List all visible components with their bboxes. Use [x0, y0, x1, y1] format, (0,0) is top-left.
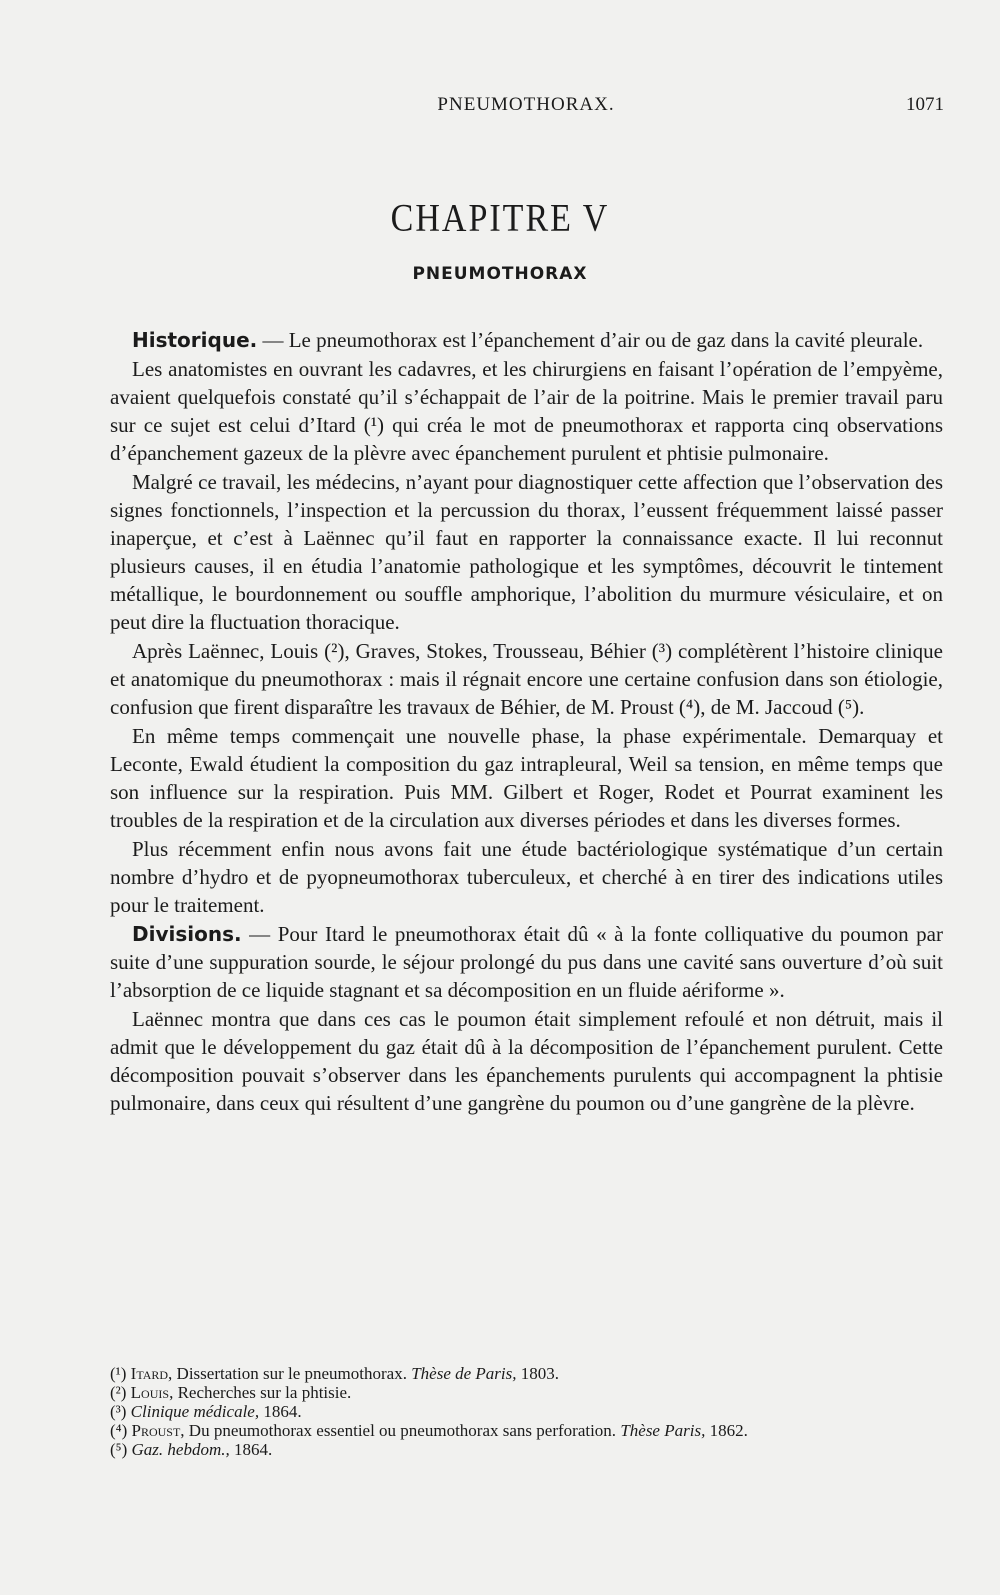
- footnote-author: Itard: [130, 1364, 169, 1383]
- paragraph: [110, 355, 943, 467]
- footnote-5: [110, 1440, 943, 1459]
- footnote-tail: 1862.: [705, 1421, 748, 1440]
- paragraph-lead: Historique.: [132, 328, 258, 352]
- paragraph-text: — Le pneumothorax est l’épanchement d’air ou de gaz dans la cavité pleurale.: [257, 328, 924, 352]
- section-heading: PNEUMOTHORAX: [412, 264, 588, 284]
- footnote-italic: Gaz. hebdom.,: [131, 1440, 230, 1459]
- paragraph-text: Les anatomistes en ouvrant les cadavres, et les chirurgiens en faisant l’opération de l’empyème, avaient quelquefois constaté qu’il s’échappait de l’air de la poitrine. Mais le premier travail paru sur ce sujet est celui d’Itard (¹) qui créa le mot de pneumothorax et rapporta cinq observations d’épanchement gazeux de la plèvre avec épanchement purulent et phtisie pulmonaire.: [110, 357, 943, 465]
- paragraph-text: Après Laënnec, Louis (²), Graves, Stokes, Trousseau, Béhier (³) complétèrent l’histoire clinique et anatomique du pneumothorax : mais il régnait encore une certaine confusion dans son étiologie, confusion que firent disparaître les travaux de Béhier, de M. Proust (⁴), de M. Jaccoud (⁵).: [110, 639, 943, 719]
- footnote-text: , Du pneumothorax essentiel ou pneumothorax sans perforation.: [180, 1421, 621, 1440]
- footnote-italic: Clinique médicale,: [130, 1402, 260, 1421]
- chapter-title: CHAPITRE V: [390, 197, 610, 240]
- footnote-3: [110, 1402, 943, 1421]
- footnote-mark: (⁴): [110, 1421, 128, 1440]
- paragraph: [110, 637, 943, 721]
- paragraph-text: En même temps commençait une nouvelle phase, la phase expérimentale. Demarquay et Leconte, Ewald étudient la composition du gaz intrapleural, Weil sa tension, en même temps que son influence sur la respiration. Puis MM. Gilbert et Roger, Rodet et Pourrat examinent les troubles de la respiration et de la circulation aux diverses périodes et dans les diverses formes.: [110, 724, 943, 832]
- footnote-tail: 1803.: [516, 1364, 559, 1383]
- paragraph-historique: [110, 326, 943, 354]
- footnote-1: [110, 1364, 943, 1383]
- paragraph: [110, 835, 943, 919]
- footnote-text: , Dissertation sur le pneumothorax.: [168, 1364, 412, 1383]
- footnote-tail: 1864.: [259, 1402, 302, 1421]
- footnote-author: Louis: [130, 1383, 170, 1402]
- paragraph-text: — Pour Itard le pneumothorax était dû « à la fonte colliquative du poumon par suite d’une suppuration sourde, le séjour prolongé du pus dans une cavité sans ouverture d’où suit l’absorption de ce liquide stagnant et sa décomposition en un fluide aériforme ».: [110, 922, 943, 1002]
- page-header: [108, 94, 944, 124]
- paragraph-text: Laënnec montra que dans ces cas le poumon était simplement refoulé et non détruit, mais il admit que le développement du gaz était dû à la décomposition de l’épanchement purulent. Cette décomposition pouvait s’observer dans les épanchements purulents qui accompagnent la phtisie pulmonaire, dans ceux qui résultent d’une gangrène du poumon ou d’une gangrène de la plèvre.: [110, 1007, 943, 1115]
- footnote-tail: 1864.: [229, 1440, 273, 1459]
- footnote-mark: (³): [110, 1402, 127, 1421]
- paragraph-divisions: [110, 920, 943, 1004]
- footnote-mark: (²): [110, 1383, 127, 1402]
- body-text: [110, 326, 943, 1118]
- paragraph: [110, 1005, 943, 1117]
- footnote-text: , Recherches sur la phtisie.: [169, 1383, 352, 1402]
- footnote-mark: (¹): [110, 1364, 127, 1383]
- footnotes: [110, 1364, 943, 1459]
- running-title: PNEUMOTHORAX.: [437, 94, 615, 115]
- footnote-2: [110, 1383, 943, 1402]
- page-number: 1071: [906, 94, 944, 115]
- footnote-italic: Thèse de Paris,: [411, 1364, 517, 1383]
- footnote-4: [110, 1421, 943, 1440]
- footnote-mark: (⁵): [110, 1440, 128, 1459]
- paragraph-lead: Divisions.: [132, 922, 242, 946]
- paragraph-text: Malgré ce travail, les médecins, n’ayant pour diagnostiquer cette affection que l’observation des signes fonctionnels, l’inspection et la percussion du thorax, l’eussent fréquemment laissé passer inaperçue, et c’est à Laënnec qu’il faut en rapporter la connaissance exacte. Il lui reconnut plusieurs causes, il en étudia l’anatomie pathologique et les symptômes, découvrit le tintement métallique, le bourdonnement ou souffle amphorique, l’abolition du murmure vésiculaire, et on peut dire la fluctuation thoracique.: [110, 470, 943, 634]
- paragraph: [110, 468, 943, 636]
- paragraph: [110, 722, 943, 834]
- footnote-author: Proust: [131, 1421, 181, 1440]
- paragraph-text: Plus récemment enfin nous avons fait une étude bactériologique systématique d’un certain nombre d’hydro et de pyopneumothorax tuberculeux, et cherché à en tirer des indications utiles pour le traitement.: [110, 837, 943, 917]
- footnote-italic: Thèse Paris,: [620, 1421, 706, 1440]
